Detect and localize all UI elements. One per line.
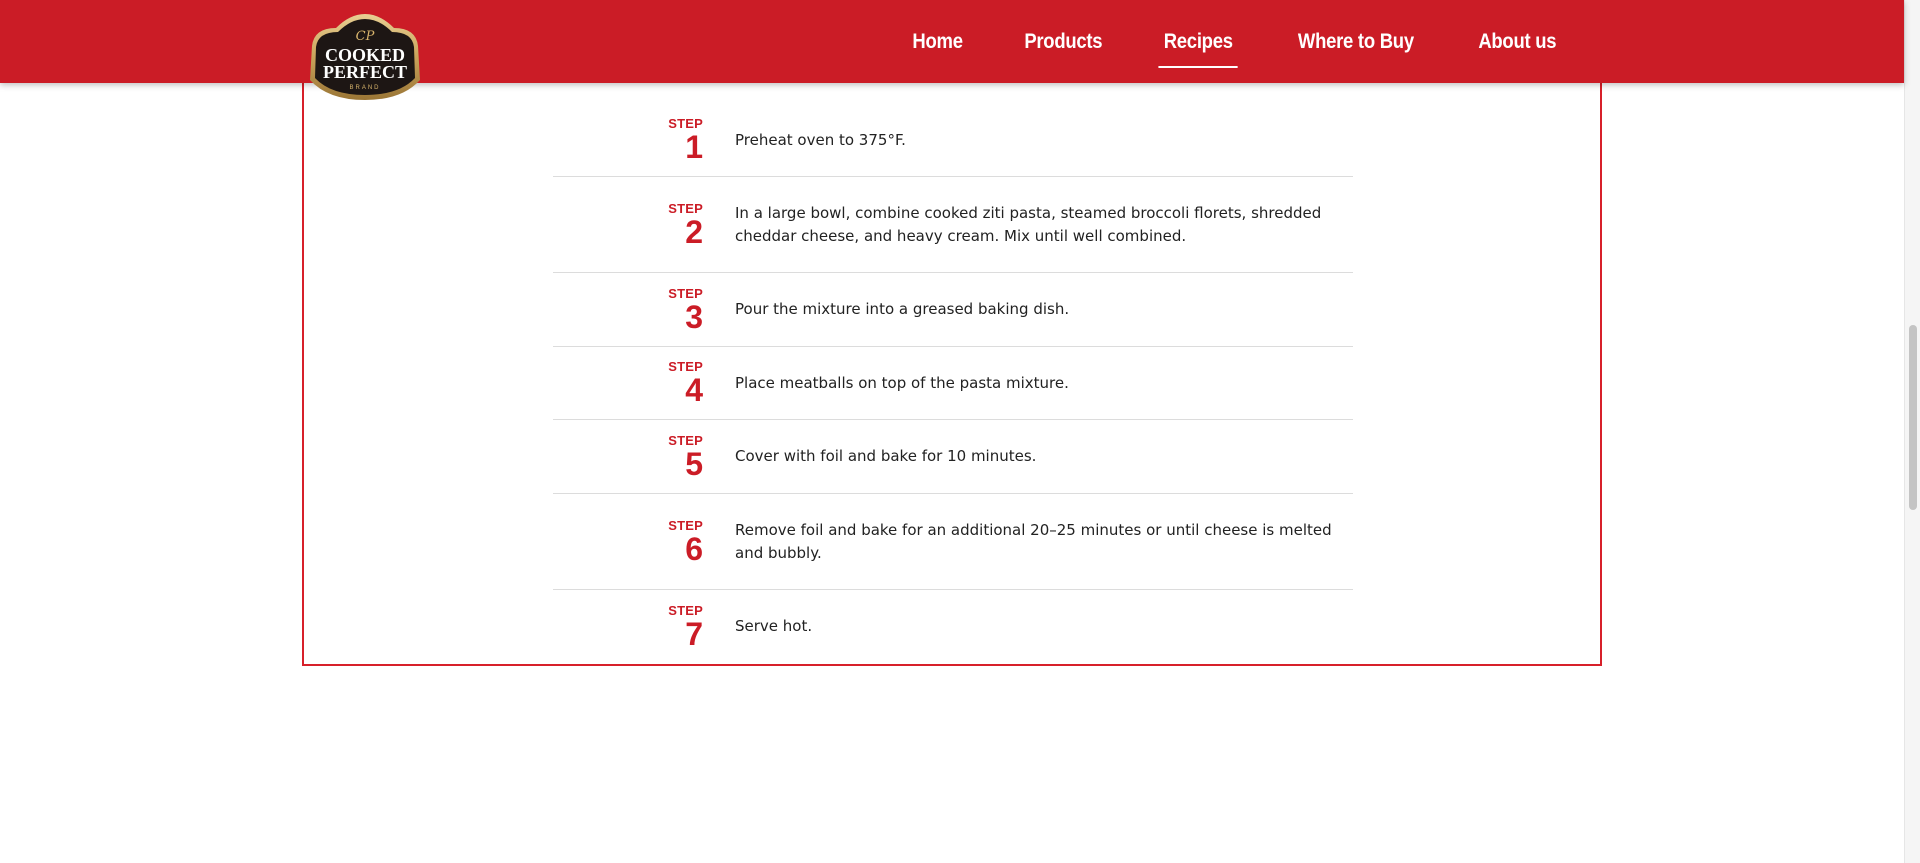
site-header [0,0,1904,83]
scrollbar-thumb[interactable] [1909,325,1917,510]
step-marker [553,434,703,480]
step-number: 3 [685,298,703,335]
step-label: STEP [668,359,703,374]
brand-logo[interactable] [302,12,428,100]
nav-where-to-buy[interactable]: Where to Buy [1297,29,1414,53]
step-text: Preheat oven to 375°F. [735,130,906,149]
logo-tagline: BRAND [349,85,381,91]
recipe-step [553,494,1353,590]
logo-badge-icon [302,12,428,100]
step-text: Pour the mixture into a greased baking dish. [735,300,1070,318]
step-label: STEP [668,200,703,216]
nav-recipes[interactable]: Recipes [1141,30,1256,54]
step-number: 7 [685,615,703,652]
step-text: Remove foil and bake for an additional 20–25 minutes or until cheese is melted and bubbly. [735,520,1332,562]
step-text: Place meatballs on top of the pasta mixture. [735,373,1069,392]
step-number: 2 [685,213,703,250]
page-scrollbar[interactable] [1904,0,1920,863]
recipe-step [553,177,1353,273]
step-marker [553,287,703,333]
step-label: STEP [668,602,703,618]
logo-text-line1: COOKED [324,45,406,65]
step-label: STEP [668,285,703,301]
main-nav [883,0,1588,83]
step-number: 6 [685,530,703,567]
recipe-step [553,420,1353,494]
recipe-step [553,347,1353,420]
recipe-step [553,273,1353,347]
step-text: In a large bowl, combine cooked ziti pasta, steamed broccoli florets, shredded cheddar cheese, and heavy cream. Mix until well combined. [735,203,1322,245]
recipe-step [553,104,1353,177]
nav-home[interactable]: Home [912,29,964,53]
nav-about-us[interactable]: About us [1478,29,1557,53]
logo-mark: CP [355,29,375,44]
step-text: Serve hot. [735,617,813,635]
step-marker [553,519,703,565]
step-marker [553,604,703,650]
step-marker [553,360,703,406]
step-label: STEP [668,432,703,448]
step-label: STEP [668,116,703,131]
step-marker [553,202,703,248]
step-text: Cover with foil and bake for 10 minutes. [735,447,1037,465]
step-number: 1 [685,129,703,165]
step-label: STEP [668,517,703,533]
recipe-steps-list [553,104,1353,663]
logo-text-line2: PERFECT [322,62,408,82]
recipe-step [553,590,1353,663]
step-number: 4 [685,372,703,408]
step-marker [553,117,703,163]
step-number: 5 [685,445,703,482]
nav-products[interactable]: Products [1023,29,1102,53]
